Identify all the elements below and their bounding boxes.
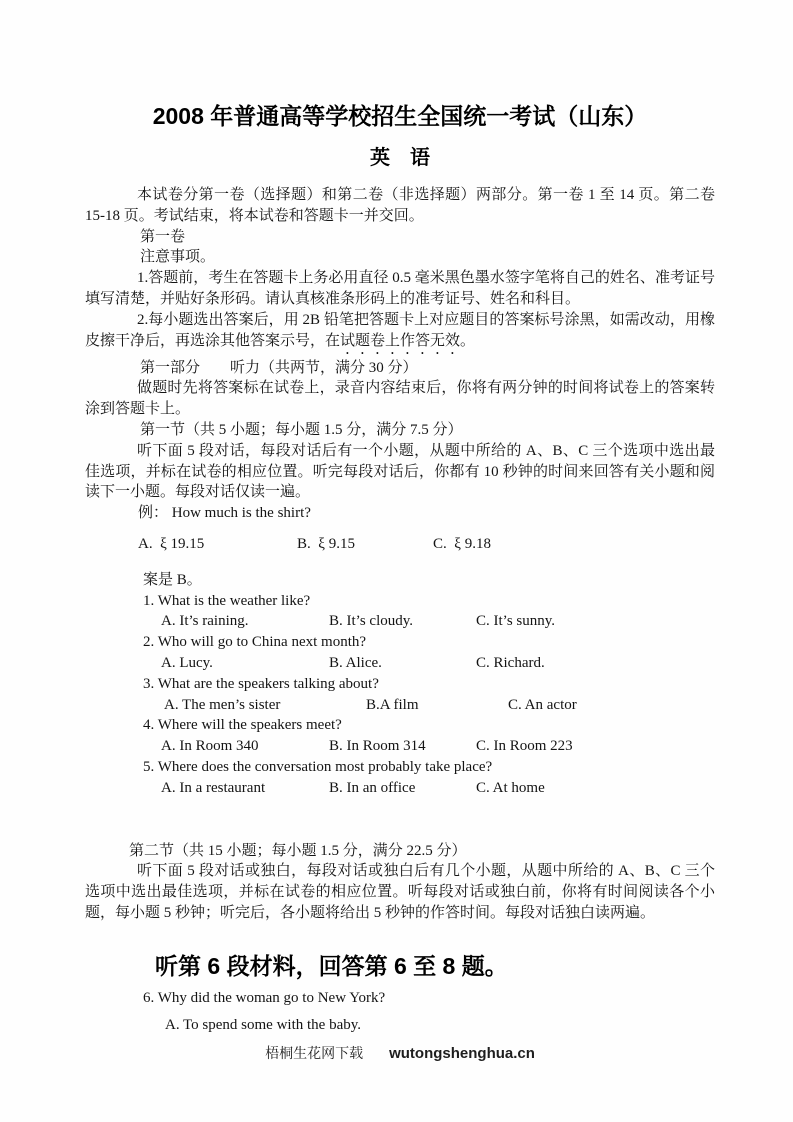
example-option-a: A. ξ 19.15 (138, 535, 205, 552)
example-option-b: B. ξ 9.15 (297, 535, 355, 552)
exam-title: 2008 年普通高等学校招生全国统一考试（山东） (152, 103, 648, 129)
question-2-option-c: C. Richard. (476, 654, 545, 671)
example-prompt: 例： How much is the shirt? (138, 505, 311, 522)
question-2-text: 2. Who will go to China next month? (143, 634, 367, 651)
question-6-option-a: A. To spend some with the baby. (165, 1016, 362, 1033)
question-1-option-a: A. It’s raining. (161, 613, 249, 630)
question-4-text: 4. Where will the speakers meet? (143, 717, 342, 734)
material-6-heading: 听第 6 段材料，回答第 6 至 8 题。 (155, 952, 508, 979)
intro-paragraph: 本试卷分第一卷（选择题）和第二卷（非选择题）两部分。第一卷 1 至 14 页。第二卷 15-18 页。考试结束，将本试卷和答题卡一并交回。 (85, 187, 715, 224)
subject-title: 英 语 (370, 147, 430, 169)
question-3-options-row (85, 695, 715, 716)
question-2 (85, 632, 715, 674)
note-2-period: 。 (460, 332, 476, 349)
notes-title: 注意事项。 (140, 249, 216, 266)
question-1-option-b: B. It’s cloudy. (329, 613, 414, 630)
question-1-options-row (85, 611, 715, 632)
section1-instruction: 听下面 5 段对话，每段对话后有一个小题，从题中所给的 A、B、C 三个选项中选出最佳选项，并标在试卷的相应位置。听完每段对话后，你都有 10 秒钟的时间来回答有关小题和阅读下一小题。每段对话仅读一遍。 (85, 442, 715, 501)
part1-instruction: 做题时先将答案标在试卷上，录音内容结束后，你将有两分钟的时间将试卷上的答案转涂到答题卡上。 (85, 380, 715, 418)
question-1-option-c: C. It’s sunny. (476, 613, 556, 630)
question-3-option-a: A. The men’s sister (164, 696, 281, 713)
question-5-options-row (85, 778, 715, 799)
question-3-text: 3. What are the speakers talking about? (143, 675, 379, 692)
question-5-text: 5. Where does the conversation most probably take place? (143, 758, 493, 775)
example-answer-note: 案是 B。 (143, 571, 202, 588)
footer-site-url: wutongshenghua.cn (389, 1045, 535, 1063)
section2-heading: 第二节（共 15 小题；每小题 1.5 分，满分 22.5 分） (129, 842, 467, 859)
volume-one-label: 第一卷 (140, 228, 186, 245)
question-2-options-row (85, 653, 715, 674)
section2-instruction: 听下面 5 段对话或独白，每段对话或独白后有几个小题，从题中所给的 A、B、C 三个选项中选出最佳选项，并标在试卷的相应位置。听每段对话或独白前，你将有时间阅读各个小题，每小题 5 秒钟；听完后，各小题将给出 5 秒钟的作答时间。每段对话独白读两遍。 (85, 863, 715, 921)
note-2 (85, 310, 715, 358)
question-3 (85, 674, 715, 716)
section1-heading: 第一节（共 5 小题；每小题 1.5 分，满分 7.5 分） (140, 421, 463, 438)
question-4 (85, 715, 715, 757)
question-5-option-c: C. At home (476, 779, 545, 796)
page-footer (85, 1044, 715, 1065)
question-3-option-b: B.A film (366, 696, 419, 713)
question-1-text: 1. What is the weather like? (143, 592, 311, 609)
example-option-c: C. ξ 9.18 (433, 535, 491, 552)
question-5 (85, 757, 715, 799)
note-1: 1.答题前，考生在答题卡上务必用直径 0.5 毫米黑色墨水签字笔将自己的姓名、准考证号填写清楚，并贴好条形码。请认真核准条形码上的准考证号、姓名和科目。 (85, 270, 715, 307)
question-4-option-a: A. In Room 340 (161, 738, 259, 755)
question-4-option-c: C. In Room 223 (476, 738, 573, 755)
question-5-option-b: B. In an office (329, 779, 416, 796)
question-1 (85, 591, 715, 633)
question-2-option-b: B. Alice. (329, 654, 382, 671)
footer-site-name: 梧桐生花网下载 (265, 1047, 364, 1063)
question-2-option-a: A. Lucy. (161, 654, 213, 671)
question-3-option-c: C. An actor (508, 696, 577, 713)
example-options-row (85, 534, 715, 555)
question-4-option-b: B. In Room 314 (329, 738, 426, 755)
part1-heading: 第一部分 听力（共两节，满分 30 分） (140, 359, 418, 376)
question-4-options-row (85, 736, 715, 757)
question-6-text: 6. Why did the woman go to New York? (143, 989, 386, 1006)
note-2-emphasized-phrase: 试题卷上作答无效 (340, 332, 461, 349)
note-2-text: 2.每小题选出答案后，用 2B 铅笔把答题卡上对应题目的答案标号涂黑，如需改动，用橡皮擦干净后，再选涂其他答案示号，在 (85, 311, 715, 349)
question-5-option-a: A. In a restaurant (161, 779, 266, 796)
